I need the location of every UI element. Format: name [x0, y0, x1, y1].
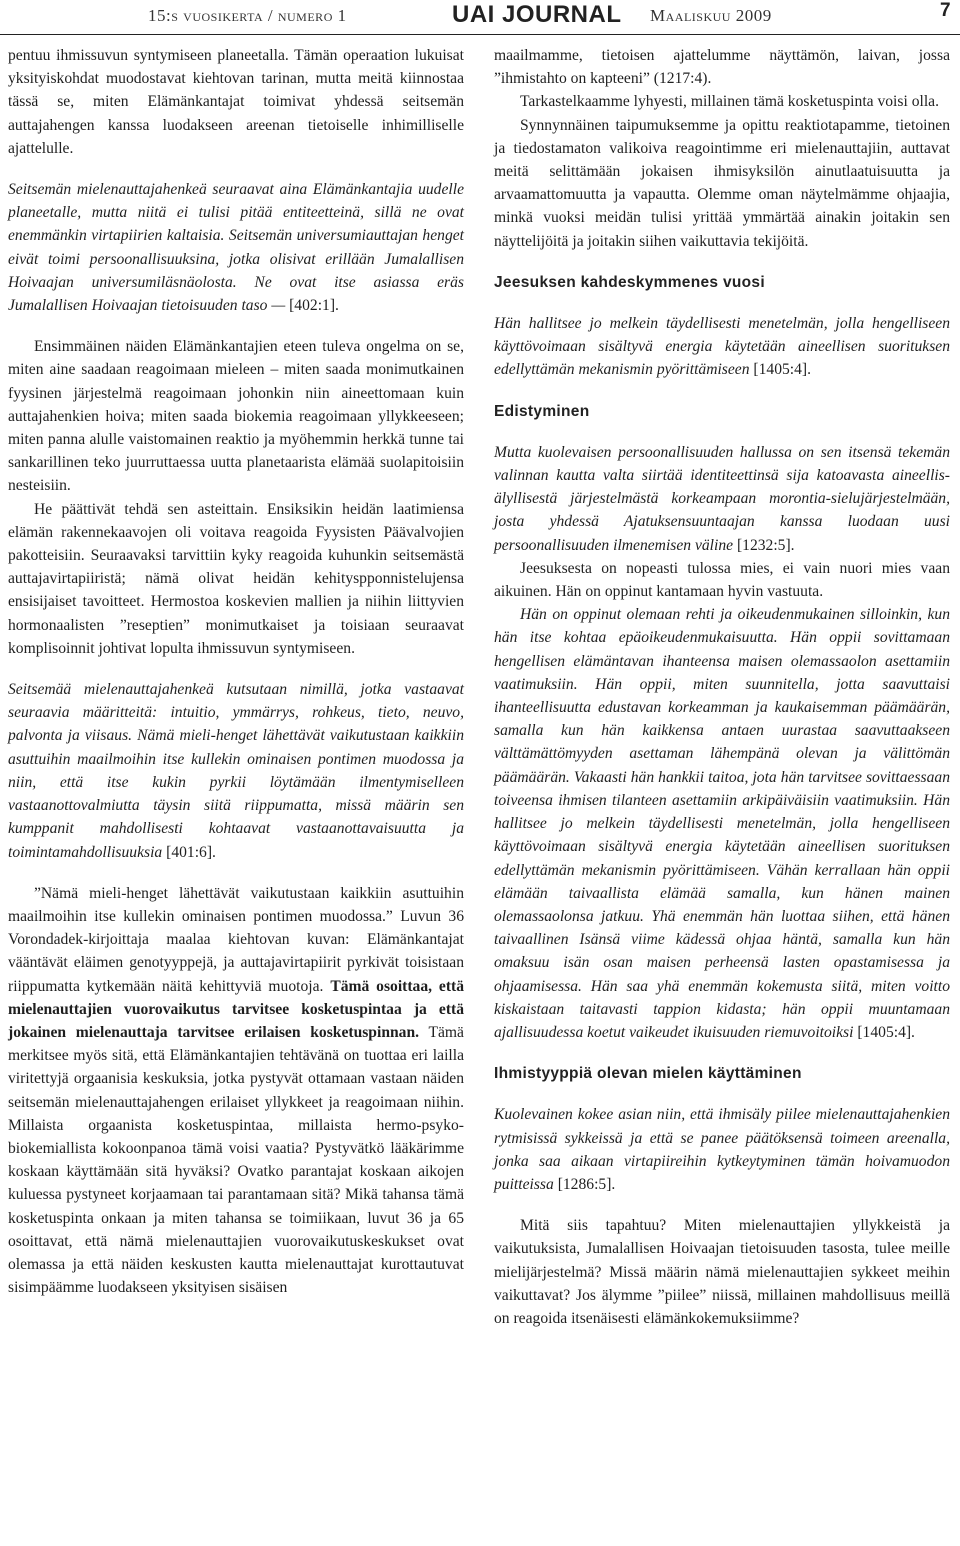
- quote-text: Kuolevainen kokee asian niin, että ihmisäly piilee mielenauttajahenkien rytmisissä sykkeissä ja että se panee päätöksensä toimeen areenalla, jonka saa aikaan virtapiireihin kytkeytyminen tämän hoivamuodon puitteissa: [494, 1106, 950, 1193]
- quote-text: Mutta kuolevaisen persoonallisuuden hallussa on sen itsensä tekemän valinnan kautta valta siirtää identiteettinsä sija katoavasta aineellis-älyllisestä järjestelmästä korkeampaan morontia-sielujärjestelmään, josta yhdessä Ajatuksensuuntaajan kanssa luodaan uusi persoonallisuuden ilmenemisen väline: [494, 443, 950, 554]
- quote-reference: [402:1].: [289, 297, 339, 315]
- issue-date: Maaliskuu 2009: [650, 6, 772, 25]
- quote-reference: [1286:5].: [557, 1175, 616, 1193]
- quote-reference: [1232:5].: [736, 536, 795, 554]
- right-column: [494, 44, 950, 1330]
- quote-text: Hän hallitsee jo melkein täydellisesti menetelmän, jolla hengelliseen käyttövoimaan sisältyvä energia käytetään aineellisen suorituksen edellyttämän mekanismin pyörittämiseen: [494, 315, 950, 379]
- issue-label: 15:s vuosikerta / numero 1: [148, 6, 347, 25]
- quote-block: [494, 1103, 950, 1196]
- paragraph-text: ”Nämä mieli-henget lähettävät vaikutustaan kaikkiin asuttuihin maailmoihin itse kullekin ominaisen pontimen muodossa.” Luvun 36 Vorondadek-kirjoittaja maalaa kiehtovan kuvan: Elämänkantajat vääntävät eläimen genotyyppejä, ja auttajavirtapiirit pyrkivät toisistaan riippumatta kytkemään näitä kehittyviä muotoja.: [8, 884, 464, 995]
- quote-text: Seitsemän mielenauttajahenkeä seuraavat aina Elämänkantajia uudelle planeetalle, mutta niitä ei tulisi pitää entiteetteinä, sillä ne ovat enemmänkin virtapiirien kaltaisia. Seitsemän universumiauttajan henget eivät toimi persoonallisuuksina, jotka olisivat erillään Jumalallisen Hoivaajan universumiläsnäolosta. Ne ovat itse asiassa eräs Jumalallisen Hoivaajan tietoisuuden taso —: [8, 181, 464, 315]
- page-number: 7: [940, 0, 951, 21]
- journal-title: UAI JOURNAL: [452, 1, 622, 28]
- paragraph: [8, 882, 464, 1300]
- section-heading: Edistyminen: [494, 402, 590, 420]
- paragraph: Tarkastelkaamme lyhyesti, millainen tämä kosketuspinta voisi olla.: [520, 93, 939, 111]
- paragraph-text: Tämä merkitsee myös sitä, että Elämänkantajien tehtävänä on tuottaa eri lailla viritettyjä orgaanisia keskuksia, jotka pystyvät ottamaan vastaan näiden seitsemän mielenauttajahengen erilaiset yllykkeet ja reagoimaan niihin. Millaista orgaanista kosketuspintaa, millaista hermo-psyko-biokemiallista kokoonpanoa tämä voisi vaatia? Pystyvätkö lääkärimme koskaan käyttämään sitä hyväksi? Ovatko parantajat koskaan aikojen kuluessa pystyneet korjaamaan tai parantamaan sitä? Mikä tahansa tämä kosketuspinta onkaan ja miten tahansa se toimiikaan, luvut 36 ja 65 osoittavat, että nämä mielenauttajien vuorovaikutuskeskukset ovat olemassa ja että näiden keskusten kautta mielenauttajat kurottautuvat sisimpäämme luodakseen yksityisen sisäisen: [8, 1023, 464, 1297]
- quote-reference: [401:6].: [166, 843, 216, 861]
- section-heading: Ihmistyyppiä olevan mielen käyttäminen: [494, 1065, 802, 1083]
- quote-block: [8, 678, 464, 864]
- paragraph: Synnynnäinen taipumuksemme ja opittu reaktiotapamme, tietoinen ja tiedostamaton valikoiva reagointimme eri mielenauttajiin, auttavat meitä selittämään jokaisen ihmisyksilön ainutlaatuisuutta ja arvaamattomuutta ja vapautta. Olemme oman näytelmämme ohjaajia, minkä vuoksi meidän tulisi yrittää ymmärtää ainakin joitakin sen näyttelijöitä ja joitakin siihen vaikuttavia tekijöitä.: [494, 116, 950, 250]
- quote-block: [494, 603, 950, 1044]
- paragraph: pentuu ihmissuvun syntymiseen planeetalla. Tämän operaation lukuisat yksityiskohdat muodostavat kiehtovan tarinan, mutta meitä kiinnostaa tässä se, miten Elämänkantajat toimivat yhdessä seitsemän auttajahengen kanssa luodakseen areenan tietoiselle inhimilliselle ajattelulle.: [8, 47, 464, 157]
- paragraph: maailmamme, tietoisen ajattelumme näyttämön, laivan, jossa ”ihmistahto on kapteeni” (1217:4).: [494, 47, 950, 88]
- quote-text: Seitsemää mielenauttajahenkeä kutsutaan nimillä, jotka vastaavat seuraavia määritteitä: intuitio, ymmärrys, rohkeus, tieto, neuvo, palvonta ja viisaus. Nämä mieli-henget lähettävät vaikutustaan kaikkiin asuttuihin maailmoihin itse kullekin ominaisen pontimen muodossa ja niin, että itse kukin pyrkii löytämään ilmentymiselleen vastaanottovalmiutta täysin siitä riippumatta, missä määrin sen kumppanit mahdollisesti kohtaavat vastaanottavaisuutta ja toimintamahdollisuuksia: [8, 681, 464, 861]
- quote-block: [8, 178, 464, 317]
- quote-block: [494, 312, 950, 382]
- left-column: [8, 44, 464, 1299]
- paragraph: He päättivät tehdä sen asteittain. Ensiksikin heidän laatimiensa elämän rakennekaavojen oli voitava reagoida Fyysisten Päävalvojien pakotteisiin. Seuraavaksi tarvittiin kyky reagoida kuhunkin seitsemästä auttajavirtapiiristä; nämä olivat heidän kehityspponnistelujensa ensisijaiset tavoitteet. Hermostoa koskevien mallien ja niihin liittyvien hormonaalisten ”reseptien” monimutkaiset ja toisiaan seuraavat komplisoinnit johtivat lopulta ihmissuvun syntymiseen.: [8, 500, 464, 657]
- paragraph: Ensimmäinen näiden Elämänkantajien eteen tuleva ongelma on se, miten aine saadaan reagoimaan mieleen – miten saada monimutkainen fyysinen järjestelmä reagoimaan johonkin niin aineettomaan kuin auttajahenkien hoiva; miten saada biokemia reagoimaan yllykkeeseen; miten panna alulle vaistomainen reaktio ja myöhemmin herkkä tunne tai sankarillinen teko juurruttaessa uutta planetaarista elämää suolapitoisiin nesteisiin.: [8, 338, 464, 495]
- quote-text: Hän on oppinut olemaan rehti ja oikeudenmukainen silloinkin, kun hän itse kohtaa epäoikeudenmukaisuutta. Hän oppii sovittamaan hengellisen elämäntavan ihanteensa maisen olemassaolon asettamiin vaatimuksiin. Hän oppii, miten suunnitella, jotta saavuttaisi ihanteellisuutta edustavan korkeamman ja kaukaisemman päämäärän, samalla kun hän kaikkensa antaen uurastaa saavuttaakseen välttämättömyyden asettaman lähempänä olevan ja välittömän päämäärän. Vakaasti hän hankkii taitoa, jota hän tarvitsee sovittaessaan toiveensa ihmisen tilanteen asettamiin arkipäiväisiin vaatimuksiin. Hän hallitsee jo melkein täydellisesti menetelmän, jolla hengelliseen käyttövoimaan sisältyvä energia käytetään aineellisen suorituksen edellyttämän mekanismin pyörittämiseen. Vähän kerrallaan hän oppii elämään taivaallista elämää samalla, kun hänen mainen olemassaolonsa jatkuu. Yhä enemmän hän luottaa siihen, että hänen taivaallinen Isänsä viime kädessä ohjaa häntä, samalla kun hän omaksuu isän osan maisen perheensä lasten opastamisessa ja ohjaamisessa. Hän saa yhä enemmän kokemusta siitä, miten voitto kiskaistaan taitavasti tappion kidasta; hän oppii muuntamaan ajallisuudessa koetut vaikeudet ikuisuuden riemuvoitoiksi: [494, 606, 950, 1041]
- emphasis-text: Tämä osoittaa, että mielenauttajien vuorovaikutus tarvitsee kosketuspintaa ja että jokainen mielenauttaja tarvitsee erilaisen kosketuspinnan.: [8, 977, 465, 1041]
- quote-block: [494, 441, 950, 557]
- paragraph: Jeesuksesta on nopeasti tulossa mies, ei vain nuori mies vaan aikuinen. Hän on oppinut kantamaan hyvin vastuuta.: [494, 559, 950, 601]
- quote-reference: [1405:4].: [753, 361, 812, 379]
- quote-reference: [1405:4].: [857, 1023, 915, 1041]
- section-heading: Jeesuksen kahdeskymmenes vuosi: [494, 273, 765, 291]
- page-header: [0, 0, 960, 35]
- paragraph: Mitä siis tapahtuu? Miten mielenauttajien yllykkeistä ja vaikutuksista, Jumalallisen Hoivaajan tietoisuuden tasosta, tulee meille mielijärjestelmä? Missä määrin nämä mielenauttajien sykkeet meihin vaikuttavat? Jos älymme ”piilee” niissä, millainen mahdollisuus meillä on reagoida itsenäisesti elämänkokemuksiimme?: [494, 1217, 950, 1327]
